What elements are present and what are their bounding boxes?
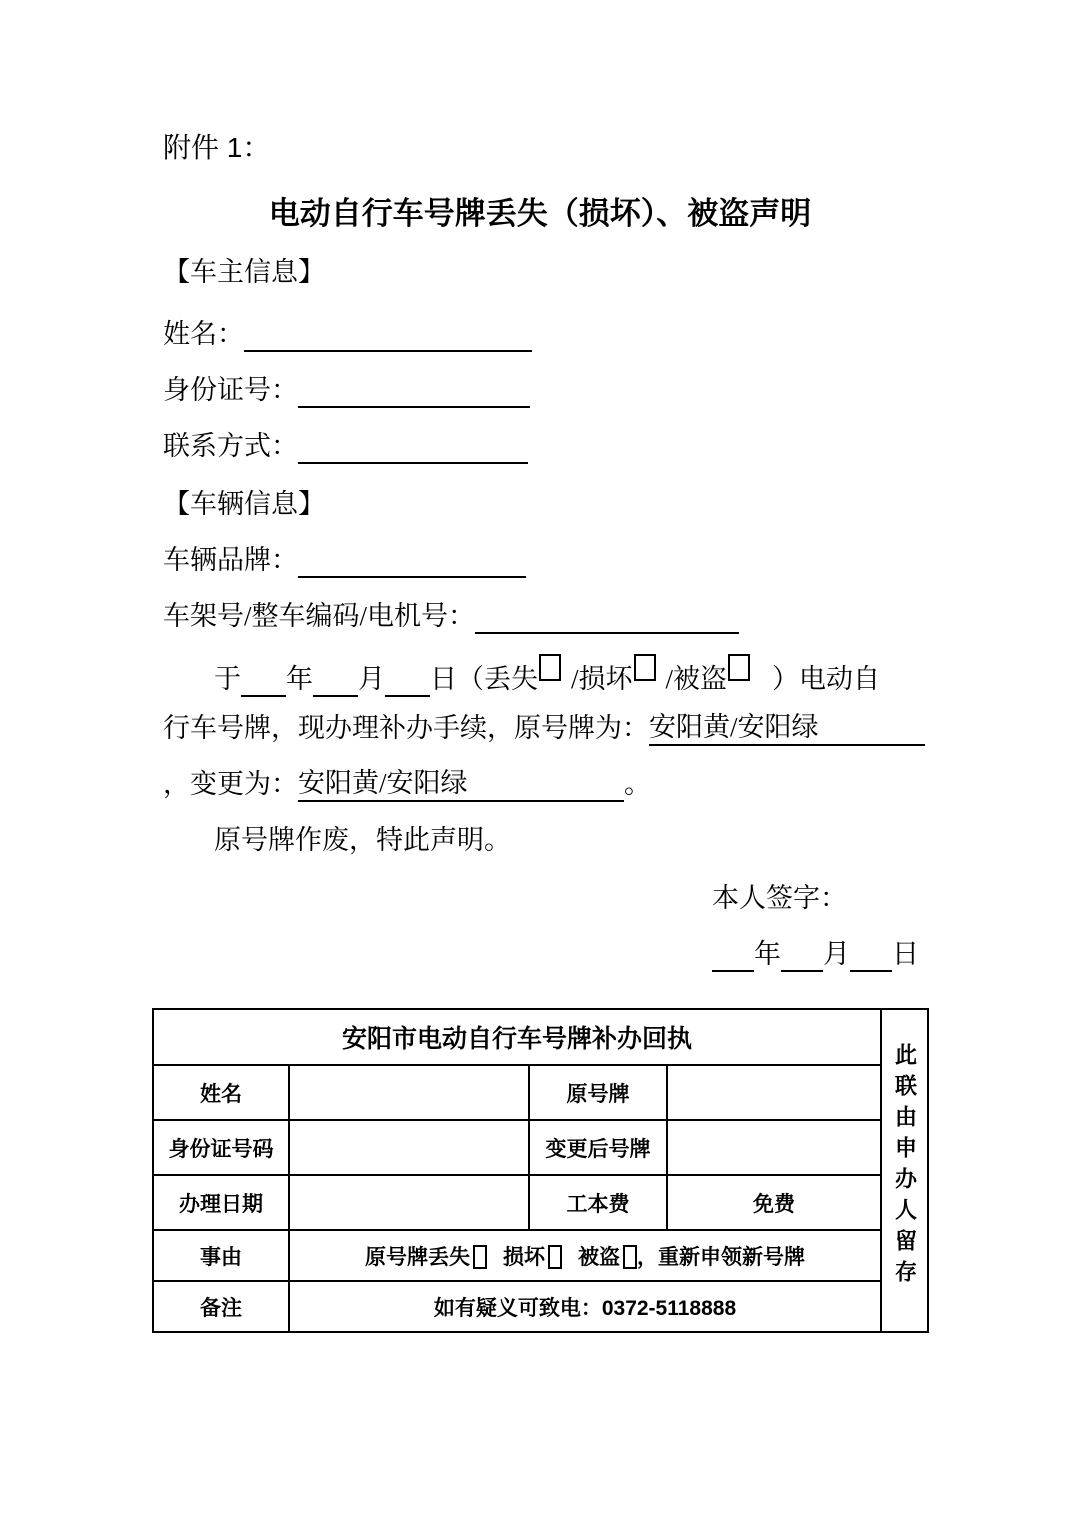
declaration-closing: 原号牌作废，特此声明。 (214, 825, 511, 855)
decl-on: 于 (214, 664, 241, 694)
receipt-new-plate-label: 变更后号牌 (529, 1120, 667, 1175)
old-plate-underlined: 安阳黄/安阳绿 (649, 710, 925, 746)
declaration-line-2 (163, 710, 925, 746)
lost-checkbox (539, 654, 561, 681)
sig-year-blank (712, 940, 754, 972)
declaration-line-3 (163, 766, 651, 802)
contact-label: 联系方式： (163, 431, 298, 461)
receipt-reason-label: 事由 (153, 1230, 289, 1281)
receipt-remark-content: 如有疑义可致电：0372-5118888 (289, 1281, 881, 1332)
reason-lost-checkbox (473, 1245, 487, 1269)
name-label: 姓名： (163, 319, 244, 349)
receipt-new-plate-value (667, 1120, 881, 1175)
stolen-checkbox (728, 654, 750, 681)
new-plate-underlined: 安阳黄/安阳绿 (298, 766, 624, 802)
sig-day: 日 (892, 939, 919, 969)
reason-damaged-checkbox (548, 1245, 562, 1269)
document-title: 电动自行车号牌丢失（损坏）、被盗声明 (268, 196, 812, 231)
reason-part-lost: 原号牌丢失 (365, 1245, 470, 1269)
receipt-fee-label: 工本费 (529, 1175, 667, 1230)
reason-part-stolen: 被盗 (578, 1245, 620, 1269)
receipt-title: 安阳市电动自行车号牌补办回执 (153, 1009, 881, 1065)
brand-label: 车辆品牌： (163, 545, 298, 575)
brand-field-row (163, 542, 526, 578)
damaged-checkbox (634, 654, 656, 681)
sig-month-blank (781, 940, 823, 972)
day-blank (385, 665, 430, 697)
receipt-old-plate-value (667, 1065, 881, 1120)
attachment-label: 附件 1： (163, 132, 271, 163)
name-field-row (163, 316, 532, 352)
decl-day-open: 日（丢失 (430, 664, 538, 694)
receipt-id-value (289, 1120, 529, 1175)
receipt-remark-label: 备注 (153, 1281, 289, 1332)
id-label: 身份证号： (163, 375, 298, 405)
receipt-date-value (289, 1175, 529, 1230)
receipt-table (152, 1008, 929, 1333)
year-blank (241, 665, 286, 697)
frame-field-row (163, 598, 739, 634)
vehicle-section-header: 【车辆信息】 (163, 489, 325, 519)
contact-field-row (163, 428, 528, 464)
reason-part-damaged: 损坏 (503, 1245, 545, 1269)
owner-section-header: 【车主信息】 (163, 257, 325, 287)
id-field-row (163, 372, 530, 408)
receipt-name-value (289, 1065, 529, 1120)
sig-month: 月 (823, 939, 850, 969)
reason-stolen-checkbox (623, 1245, 637, 1269)
decl-line3-prefix: ，变更为： (163, 769, 298, 799)
contact-blank (298, 432, 528, 464)
decl-month: 月 (358, 664, 385, 694)
id-blank (298, 376, 530, 408)
decl-damaged: /损坏 (571, 664, 633, 694)
receipt-id-label: 身份证号码 (153, 1120, 289, 1175)
receipt-reason-content (289, 1230, 881, 1281)
signature-label: 本人签字： (712, 883, 847, 913)
declaration-line-1 (163, 654, 880, 697)
decl-close: ）电动自 (772, 664, 881, 694)
decl-stolen: /被盗 (665, 664, 728, 694)
receipt-date-label: 办理日期 (153, 1175, 289, 1230)
decl-line2-text: 行车号牌，现办理补办手续，原号牌为： (163, 713, 649, 743)
receipt-old-plate-label: 原号牌 (529, 1065, 667, 1120)
frame-label: 车架号/整车编码/电机号： (163, 601, 476, 631)
side-note-cell (881, 1009, 928, 1332)
side-note: 此联由申办人留存 (892, 1043, 918, 1291)
month-blank (313, 665, 358, 697)
signature-date-line (712, 936, 919, 972)
decl-year: 年 (286, 664, 313, 694)
frame-blank (475, 602, 739, 634)
sig-day-blank (850, 940, 892, 972)
decl-full-stop: 。 (624, 769, 651, 799)
name-blank (244, 320, 532, 352)
sig-year: 年 (754, 939, 781, 969)
receipt-name-label: 姓名 (153, 1065, 289, 1120)
brand-blank (298, 546, 526, 578)
receipt-fee-value: 免费 (667, 1175, 881, 1230)
reason-part-tail: ，重新申领新号牌 (637, 1245, 805, 1269)
